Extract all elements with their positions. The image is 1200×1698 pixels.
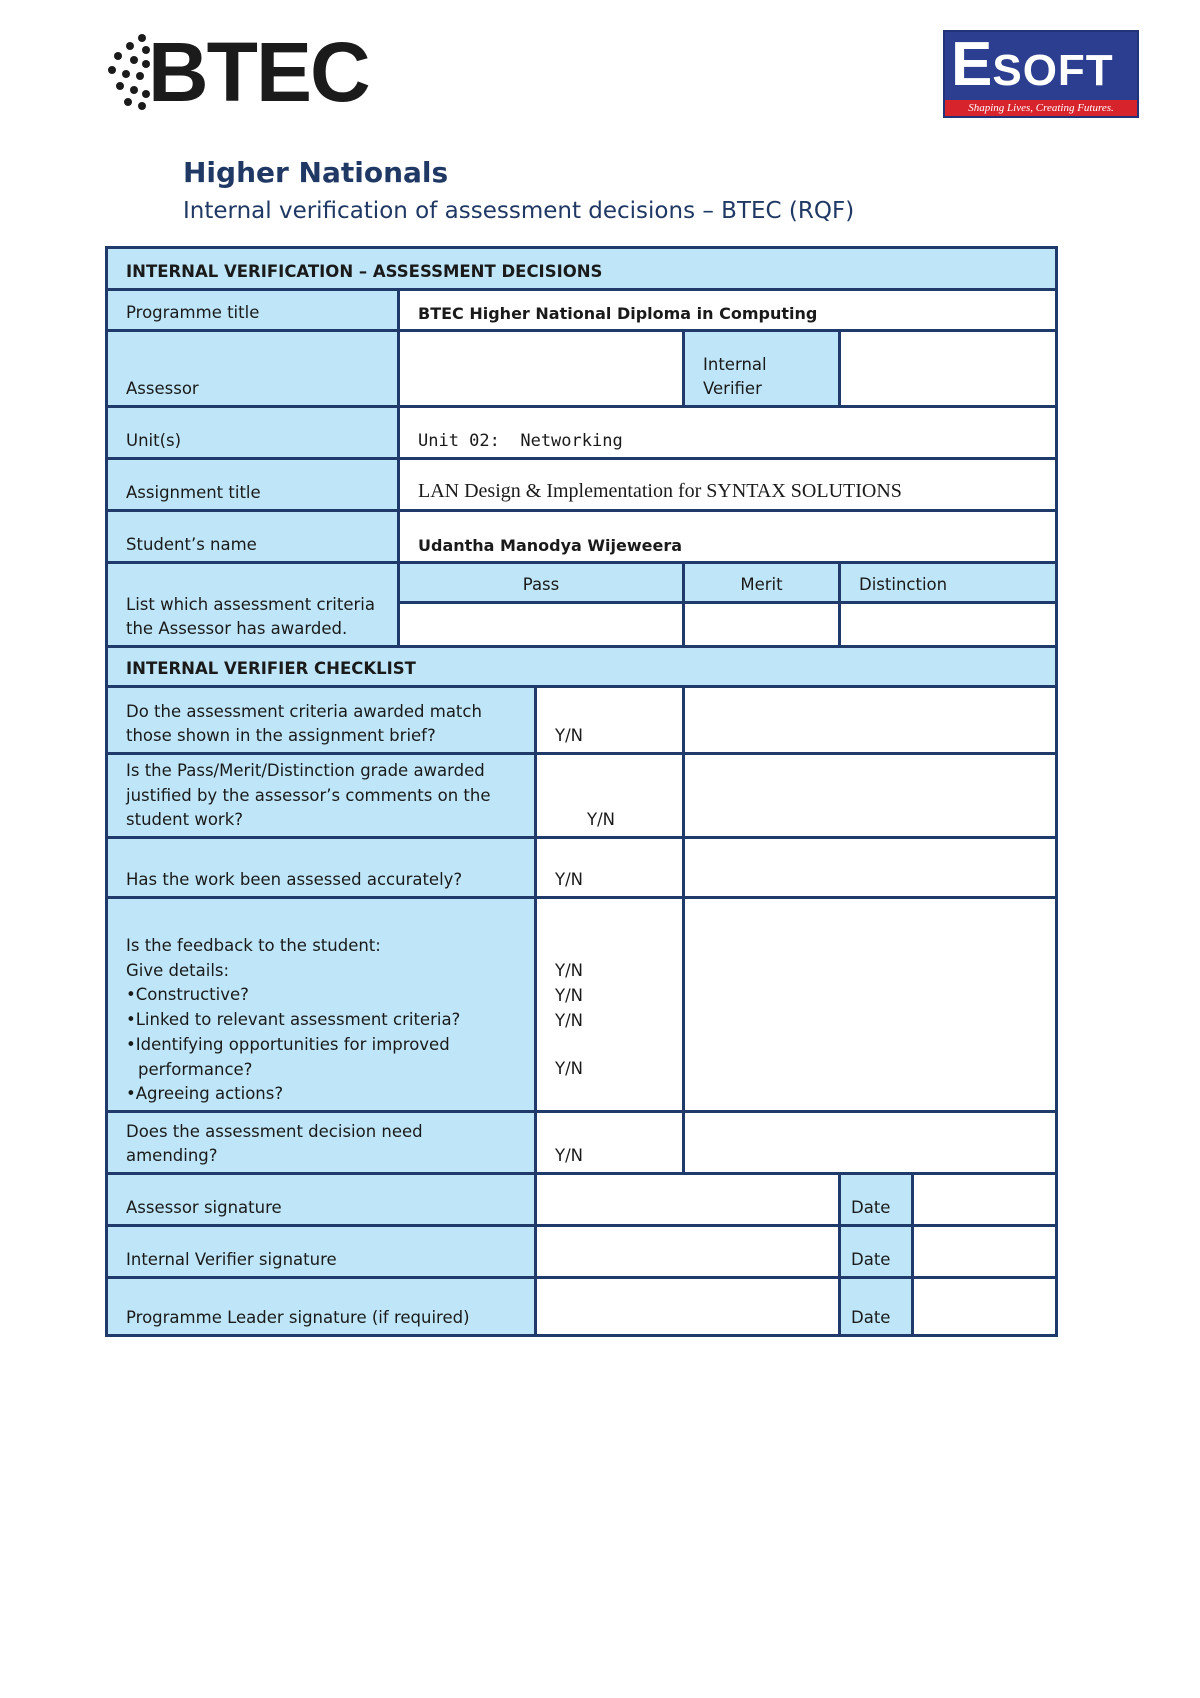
assignment-title-value[interactable]: LAN Design & Implementation for SYNTAX SOLUTIONS	[399, 459, 1057, 511]
q3-comments[interactable]	[684, 838, 1057, 898]
internal-verifier-date-field[interactable]	[913, 1226, 1057, 1278]
btec-wordmark: BTEC	[148, 25, 369, 119]
assignment-title-label: Assignment title	[107, 459, 399, 511]
q4-opportunities-yn[interactable]: Y/N	[555, 1010, 583, 1030]
list-item: • Identifying opportunities for improved performance?	[126, 1033, 516, 1083]
programme-leader-signature-label: Programme Leader signature (if required)	[107, 1278, 536, 1336]
q3-yn[interactable]: Y/N	[536, 838, 684, 898]
list-item: • Linked to relevant assessment criteria?	[126, 1008, 516, 1033]
checklist-q2: Is the Pass/Merit/Distinction grade awarded justified by the assessor’s comments on the student work?	[107, 754, 536, 838]
assessor-signature-label: Assessor signature	[107, 1174, 536, 1226]
internal-verifier-label: Internal Verifier	[684, 331, 840, 407]
q1-yn[interactable]: Y/N	[536, 687, 684, 754]
pass-header: Pass	[399, 563, 684, 603]
programme-leader-date-field[interactable]	[913, 1278, 1057, 1336]
checklist-q4	[107, 898, 536, 1112]
assessor-label: Assessor	[107, 331, 399, 407]
q1-comments[interactable]	[684, 687, 1057, 754]
q4-yn-group	[536, 898, 684, 1112]
q4-linked-yn[interactable]: Y/N	[555, 985, 583, 1005]
esoft-wordmark: ESOFT	[951, 30, 1114, 99]
section-title-assessment-decisions: INTERNAL VERIFICATION – ASSESSMENT DECISIONS	[107, 248, 1057, 290]
student-name-value[interactable]: Udantha Manodya Wijeweera	[399, 511, 1057, 563]
internal-verifier-signature-field[interactable]	[536, 1226, 840, 1278]
merit-header: Merit	[684, 563, 840, 603]
distinction-criteria-field[interactable]	[840, 603, 1057, 647]
programme-title-label: Programme title	[107, 290, 399, 331]
checklist-q5: Does the assessment decision need amending?	[107, 1112, 536, 1174]
merit-criteria-field[interactable]	[684, 603, 840, 647]
assessor-date-label: Date	[840, 1174, 913, 1226]
student-name-label: Student’s name	[107, 511, 399, 563]
units-label: Unit(s)	[107, 407, 399, 459]
esoft-logo	[943, 30, 1139, 118]
q4-constructive-yn[interactable]: Y/N	[555, 961, 583, 980]
q4-agreeing-yn[interactable]: Y/N	[555, 1059, 583, 1079]
q4-details: Give details:	[126, 960, 230, 980]
checklist-q1: Do the assessment criteria awarded match those shown in the assignment brief?	[107, 687, 536, 754]
internal-verifier-signature-label: Internal Verifier signature	[107, 1226, 536, 1278]
esoft-tagline: Shaping Lives, Creating Futures.	[945, 100, 1137, 116]
verification-form	[105, 246, 1058, 1337]
internal-verifier-date-label: Date	[840, 1226, 913, 1278]
q4-intro: Is the feedback to the student:	[126, 935, 381, 955]
q4-comments[interactable]	[684, 898, 1057, 1112]
btec-dots-icon	[108, 32, 152, 112]
feedback-list	[126, 983, 516, 1107]
checklist-q3: Has the work been assessed accurately?	[107, 838, 536, 898]
programme-leader-signature-field[interactable]	[536, 1278, 840, 1336]
q2-comments[interactable]	[684, 754, 1057, 838]
q5-comments[interactable]	[684, 1112, 1057, 1174]
assessor-date-field[interactable]	[913, 1174, 1057, 1226]
units-value[interactable]: Unit 02: Networking	[399, 407, 1057, 459]
btec-logo	[108, 24, 369, 120]
list-item: • Constructive?	[126, 983, 516, 1008]
programme-title-value[interactable]: BTEC Higher National Diploma in Computing	[399, 290, 1057, 331]
internal-verifier-field[interactable]	[840, 331, 1057, 407]
page-title: Higher Nationals	[183, 156, 449, 189]
q5-yn[interactable]: Y/N	[536, 1112, 684, 1174]
page-subtitle: Internal verification of assessment decisions – BTEC (RQF)	[183, 198, 855, 224]
programme-leader-date-label: Date	[840, 1278, 913, 1336]
list-item: • Agreeing actions?	[126, 1082, 516, 1107]
assessor-field[interactable]	[399, 331, 684, 407]
distinction-header: Distinction	[840, 563, 1057, 603]
section-title-checklist: INTERNAL VERIFIER CHECKLIST	[107, 647, 1057, 687]
assessor-signature-field[interactable]	[536, 1174, 840, 1226]
criteria-label: List which assessment criteria the Assessor has awarded.	[107, 563, 399, 647]
pass-criteria-field[interactable]	[399, 603, 684, 647]
q2-yn[interactable]: Y/N	[536, 754, 684, 838]
